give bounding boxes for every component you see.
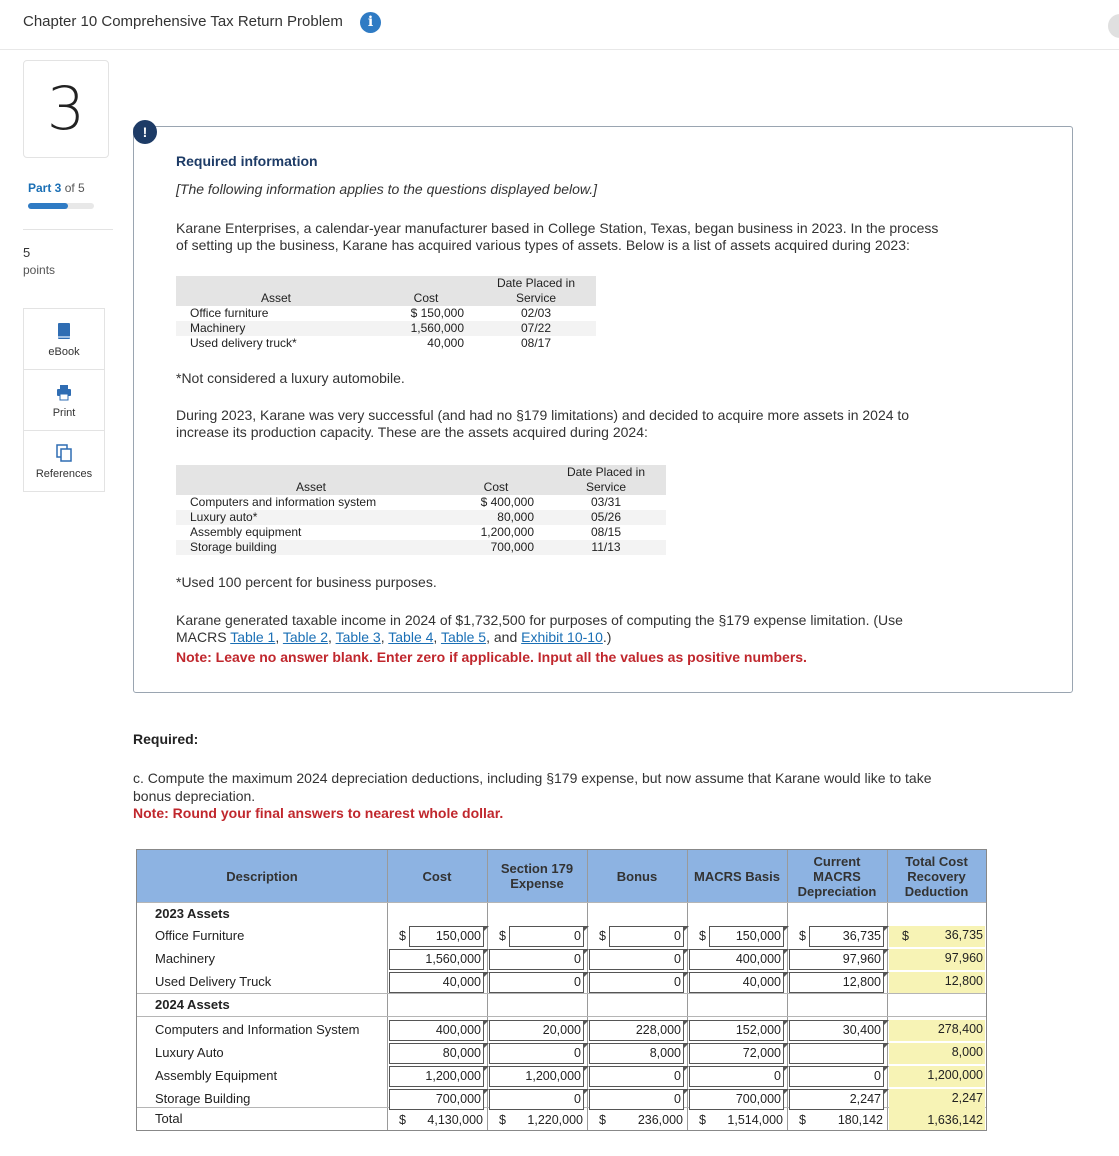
- row-description: Machinery: [155, 951, 215, 966]
- bonus-input[interactable]: 0: [589, 972, 684, 993]
- dollar-sign: $: [699, 1113, 706, 1127]
- current-macrs-input[interactable]: [789, 1043, 884, 1064]
- dollar-sign: $: [799, 1113, 806, 1127]
- references-button[interactable]: [24, 431, 104, 492]
- asset-cell: Assembly equipment: [190, 525, 302, 539]
- cost-cell: 700,000: [446, 540, 546, 555]
- header-line: Section 179: [500, 861, 574, 876]
- asset-cell: Computers and information system: [190, 495, 377, 509]
- header-description: Description: [226, 868, 298, 884]
- bonus-input[interactable]: 0: [589, 949, 684, 970]
- info-paragraph-1: [176, 220, 1046, 254]
- header-line: Expense: [510, 876, 564, 891]
- cost-input[interactable]: 150,000: [409, 926, 484, 947]
- macrs-basis-input[interactable]: 700,000: [689, 1089, 784, 1110]
- points-value: 5: [23, 245, 31, 260]
- avatar[interactable]: [1108, 14, 1119, 38]
- bonus-input[interactable]: 0: [589, 1089, 684, 1110]
- dollar-sign: $: [399, 1113, 406, 1127]
- table-1-link[interactable]: Table 1: [230, 629, 276, 645]
- current-macrs-input[interactable]: 2,247: [789, 1089, 884, 1110]
- info-intro: [The following information applies to the questions displayed below.]: [176, 181, 598, 197]
- column-divider: [787, 850, 788, 1130]
- assets-2024-table: [176, 465, 666, 555]
- date-cell: 07/22: [476, 321, 596, 336]
- asset-cell: Office furniture: [190, 306, 269, 320]
- row-divider: [137, 1016, 986, 1017]
- separator: ,: [433, 629, 438, 645]
- dollar-sign: $: [599, 1113, 606, 1127]
- question-line: bonus depreciation.: [133, 788, 256, 804]
- total-current-macrs: 180,142: [837, 1113, 883, 1127]
- row-description: Office Furniture: [155, 928, 245, 943]
- cost-cell: 1,200,000: [480, 525, 534, 539]
- section-179-input[interactable]: 0: [489, 1089, 584, 1110]
- separator: , and: [486, 629, 518, 645]
- total-recovery-cell: 36,735: [889, 926, 985, 947]
- column-divider: [487, 850, 488, 1130]
- cost-cell: $ 150,000: [410, 306, 464, 320]
- col-date: [546, 465, 666, 495]
- bonus-input[interactable]: 8,000: [589, 1043, 684, 1064]
- asset-cell: Storage building: [176, 540, 446, 555]
- assets-2023-table: [176, 276, 596, 351]
- header-total-cost-recovery: [887, 850, 986, 902]
- section-179-input[interactable]: 1,200,000: [489, 1066, 584, 1087]
- divider: [23, 229, 113, 230]
- question-line: c. Compute the maximum 2024 depreciation deductions, including §179 expense, but now assume that Karane would like to take: [133, 770, 932, 786]
- answer-marker: [484, 926, 489, 931]
- row-divider: [137, 993, 986, 994]
- group-label-2024: 2024 Assets: [155, 997, 230, 1012]
- info-heading: Required information: [176, 153, 318, 169]
- col-date-line1: Date Placed in: [566, 465, 646, 479]
- table-5-link[interactable]: Table 5: [440, 629, 487, 645]
- asset-cell: Machinery: [176, 321, 376, 336]
- dollar-sign: $: [499, 1113, 506, 1127]
- date-cell: 02/03: [520, 306, 552, 320]
- total-recovery-cell: 12,800: [889, 972, 985, 993]
- cost-cell: 80,000: [446, 510, 546, 525]
- macrs-basis-input[interactable]: 40,000: [689, 972, 784, 993]
- asset-cell: Used delivery truck*: [190, 336, 297, 350]
- paragraph-line: [176, 629, 1046, 646]
- table-3-link[interactable]: Table 3: [335, 629, 381, 645]
- printer-icon: [56, 383, 72, 401]
- points-label: points: [23, 263, 56, 277]
- col-cost: Cost: [376, 276, 476, 306]
- separator: ,: [275, 629, 280, 645]
- total-total-recovery: 1,636,142: [889, 1110, 985, 1130]
- col-date-line1: Date Placed in: [496, 276, 576, 290]
- header-bonus: Bonus: [616, 868, 658, 884]
- footnote-2024: *Used 100 percent for business purposes.: [176, 574, 437, 590]
- cost-input[interactable]: 1,200,000: [389, 1066, 484, 1087]
- header-current-macrs: [787, 850, 887, 902]
- question-number: 3: [23, 60, 109, 158]
- col-cost: Cost: [446, 465, 546, 495]
- paragraph-line: of setting up the business, Karane has acquired various types of assets. Below is a list of assets acquired during 2023:: [176, 237, 910, 253]
- dollar-sign: $: [599, 929, 606, 943]
- cost-cell: $ 400,000: [480, 495, 534, 509]
- section-179-input[interactable]: 0: [489, 1043, 584, 1064]
- section-179-input[interactable]: 0: [509, 926, 584, 947]
- cost-input[interactable]: 40,000: [389, 972, 484, 993]
- bonus-input[interactable]: 228,000: [589, 1020, 684, 1041]
- column-divider: [887, 850, 888, 1130]
- total-label: Total: [155, 1111, 183, 1126]
- row-description: Storage Building: [155, 1091, 251, 1106]
- header-line: Current: [813, 853, 861, 869]
- required-information-box: [133, 126, 1073, 693]
- part-progress-fill: [28, 203, 68, 209]
- macrs-basis-input[interactable]: 152,000: [689, 1020, 784, 1041]
- dollar-sign: $: [902, 926, 909, 946]
- print-label: Print: [52, 407, 76, 419]
- table-2-link[interactable]: Table 2: [282, 629, 329, 645]
- header-line: Depreciation: [797, 883, 877, 899]
- header-section-179: [487, 850, 587, 902]
- header-line: Deduction: [904, 883, 969, 899]
- info-note: Note: Leave no answer blank. Enter zero if applicable. Input all the values as positive numbers.: [176, 649, 807, 665]
- section-179-input[interactable]: 20,000: [489, 1020, 584, 1041]
- total-recovery-cell: 97,960: [889, 949, 985, 970]
- total-macrs-basis: 1,514,000: [727, 1113, 783, 1127]
- part-progress-bar: [28, 203, 94, 209]
- paragraph-line: increase its production capacity. These are the assets acquired during 2024:: [176, 424, 648, 440]
- separator: .): [602, 629, 612, 645]
- separator: ,: [328, 629, 332, 645]
- answer-marker: [584, 926, 589, 931]
- info-icon[interactable]: i: [360, 12, 381, 33]
- current-macrs-input[interactable]: 36,735: [809, 926, 884, 947]
- column-divider: [687, 850, 688, 1130]
- paragraph-line: Karane generated taxable income in 2024 of $1,732,500 for purposes of computing the §179 expense limitation. (Use: [176, 612, 903, 628]
- col-date-line2: Service: [585, 480, 626, 494]
- date-cell: 03/31: [590, 495, 622, 509]
- row-description: Used Delivery Truck: [155, 974, 272, 989]
- required-label: Required:: [133, 731, 199, 747]
- rounding-note: Note: Round your final answers to nearest whole dollar.: [133, 805, 504, 821]
- header-line: Total Cost: [905, 853, 968, 869]
- column-divider: [387, 850, 388, 1130]
- macrs-basis-input[interactable]: 400,000: [689, 949, 784, 970]
- macrs-basis-input[interactable]: 72,000: [689, 1043, 784, 1064]
- date-cell: 11/13: [546, 540, 666, 555]
- column-divider: [587, 850, 588, 1130]
- total-recovery-cell: 8,000: [889, 1043, 985, 1064]
- part-indicator: [28, 181, 85, 195]
- paragraph-line: During 2023, Karane was very successful (and had no §179 limitations) and decided to acquire more assets in 2024 to: [176, 407, 910, 423]
- dollar-sign: $: [499, 929, 506, 943]
- group-label-2023: 2023 Assets: [155, 906, 230, 921]
- dollar-sign: $: [699, 929, 706, 943]
- row-description: Assembly Equipment: [155, 1068, 278, 1083]
- col-asset: Asset: [176, 276, 376, 306]
- col-asset: Asset: [176, 465, 446, 495]
- total-bonus: 236,000: [637, 1113, 683, 1127]
- section-179-input[interactable]: 0: [489, 972, 584, 993]
- alert-icon: !: [133, 120, 157, 144]
- current-macrs-input[interactable]: 12,800: [789, 972, 884, 993]
- print-button[interactable]: [24, 370, 104, 431]
- question-c: [133, 769, 1053, 805]
- header-macrs-basis: MACRS Basis: [694, 868, 780, 884]
- footnote-2023: *Not considered a luxury automobile.: [176, 370, 405, 386]
- row-divider: [137, 902, 986, 903]
- info-paragraph-2: [176, 407, 1046, 441]
- section-179-input[interactable]: 0: [489, 949, 584, 970]
- bonus-input[interactable]: 0: [609, 926, 684, 947]
- dollar-sign: $: [399, 929, 406, 943]
- part-label: Part 3: [28, 181, 62, 195]
- header-cost: Cost: [422, 868, 452, 884]
- row-description: Computers and Information System: [155, 1022, 360, 1037]
- references-icon: [56, 444, 72, 462]
- answer-marker: [684, 926, 689, 931]
- total-cost: 4,130,000: [427, 1113, 483, 1127]
- row-description: Luxury Auto: [155, 1045, 224, 1060]
- col-date: [476, 276, 596, 306]
- ebook-button[interactable]: [24, 309, 104, 370]
- cost-input[interactable]: 1,560,000: [389, 949, 484, 970]
- macrs-basis-input[interactable]: 150,000: [709, 926, 784, 947]
- macrs-basis-input[interactable]: 0: [689, 1066, 784, 1087]
- cost-input[interactable]: 400,000: [389, 1020, 484, 1041]
- cost-input[interactable]: 80,000: [389, 1043, 484, 1064]
- book-icon: [56, 322, 72, 340]
- date-cell: 08/15: [590, 525, 622, 539]
- header-line: Recovery: [907, 868, 966, 884]
- total-recovery-cell: 1,200,000: [889, 1066, 985, 1087]
- dollar-sign: $: [799, 929, 806, 943]
- asset-cell: Luxury auto*: [176, 510, 446, 525]
- cost-cell: 1,560,000: [376, 321, 476, 336]
- tools-panel: [23, 308, 105, 492]
- current-macrs-input[interactable]: 97,960: [789, 949, 884, 970]
- bonus-input[interactable]: 0: [589, 1066, 684, 1087]
- page-title: Chapter 10 Comprehensive Tax Return Problem: [23, 13, 343, 30]
- ebook-label: eBook: [48, 346, 80, 358]
- current-macrs-input[interactable]: 30,400: [789, 1020, 884, 1041]
- cost-input[interactable]: 700,000: [389, 1089, 484, 1110]
- header-bar: [0, 0, 1119, 50]
- header-line: MACRS: [813, 868, 861, 884]
- table-4-link[interactable]: Table 4: [388, 629, 434, 645]
- macrs-prefix: MACRS: [176, 629, 227, 645]
- references-label: References: [35, 468, 93, 480]
- exhibit-link[interactable]: Exhibit 10-10: [521, 629, 603, 645]
- separator: ,: [380, 629, 385, 645]
- col-date-line2: Service: [515, 291, 556, 305]
- answer-marker: [784, 926, 789, 931]
- depreciation-table: [136, 849, 987, 1131]
- total-recovery-cell: 2,247: [889, 1089, 985, 1110]
- cost-cell: 40,000: [427, 336, 464, 350]
- total-section-179: 1,220,000: [527, 1113, 583, 1127]
- part-total: of 5: [64, 181, 85, 195]
- date-cell: 08/17: [520, 336, 552, 350]
- total-recovery-cell: 278,400: [889, 1020, 985, 1041]
- info-paragraph-3: [176, 612, 1046, 646]
- date-cell: 05/26: [546, 510, 666, 525]
- current-macrs-input[interactable]: 0: [789, 1066, 884, 1087]
- paragraph-line: Karane Enterprises, a calendar-year manufacturer based in College Station, Texas, began business in 2023. In the process: [176, 220, 939, 236]
